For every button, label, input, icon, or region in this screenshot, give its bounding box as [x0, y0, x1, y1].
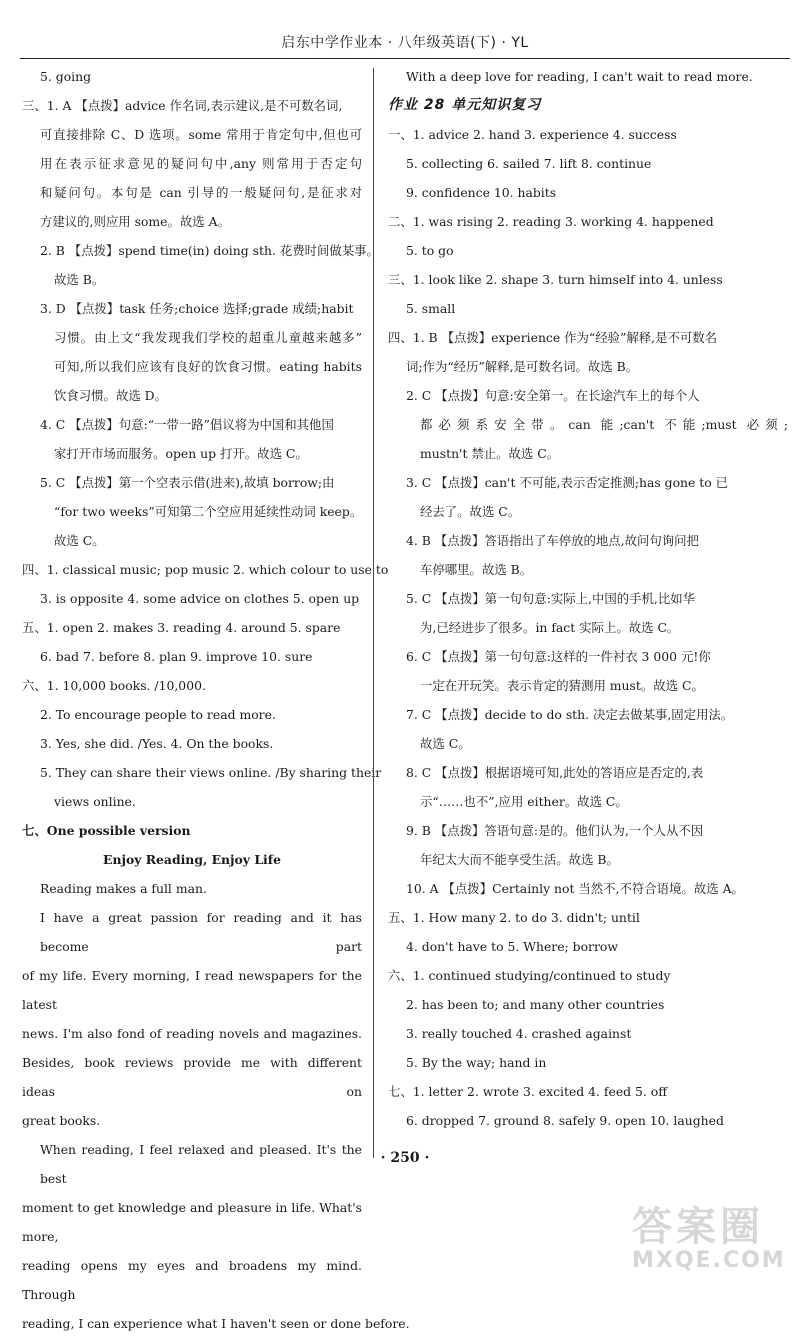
left-answer-line: moment to get knowledge and pleasure in life. What's more,: [22, 1200, 362, 1244]
right-answer-line: 5. By the way; hand in: [406, 1055, 547, 1070]
right-answer-line: 5. small: [406, 301, 456, 316]
right-answer-line: 故选 C。: [420, 736, 471, 751]
right-answer-line: 4. don't have to 5. Where; borrow: [406, 939, 618, 954]
essay-title: Enjoy Reading, Enjoy Life: [103, 852, 281, 867]
right-answer-line: 经去了。故选 C。: [420, 504, 521, 519]
left-answer-line: great books.: [22, 1113, 101, 1128]
right-answer-line: 六、1. continued studying/continued to study: [388, 968, 671, 983]
right-answer-line: 4. B 【点拨】答语指出了车停放的地点,故问句询问把: [406, 533, 699, 548]
right-answer-line: 都必须系安全带。can 能;can't 不能;must 必须;: [420, 417, 788, 432]
left-answer-line: I have a great passion for reading and it has become part: [40, 910, 362, 954]
left-answer-line: 故选 B。: [54, 272, 105, 287]
right-answer-line: 四、1. B 【点拨】experience 作为“经验”解释,是不可数名: [388, 330, 718, 345]
left-answer-line: 5. C 【点拨】第一个空表示借(进来),故填 borrow;由: [40, 475, 335, 490]
watermark-logo-text: 答案圈: [632, 1204, 764, 1250]
right-answer-line: 6. C 【点拨】第一句句意:这样的一件衬衣 3 000 元!你: [406, 649, 711, 664]
right-answer-line: 一、1. advice 2. hand 3. experience 4. success: [388, 127, 677, 142]
column-divider: [373, 68, 374, 1158]
right-answer-line: 3. really touched 4. crashed against: [406, 1026, 632, 1041]
right-answer-line: 年纪太大而不能享受生活。故选 B。: [420, 852, 619, 867]
page-number: · 250 ·: [380, 1150, 430, 1166]
left-answer-line: Reading makes a full man.: [40, 881, 207, 896]
right-answer-line: 9. B 【点拨】答语句意:是的。他们认为,一个人从不因: [406, 823, 704, 838]
left-answer-line: Besides, book reviews provide me with different ideas on: [22, 1055, 362, 1099]
left-answer-line: news. I'm also fond of reading novels and magazines.: [22, 1026, 362, 1041]
right-column: [388, 62, 788, 1150]
left-answer-line: 饮食习惯。故选 D。: [54, 388, 167, 403]
left-answer-line: 可知,所以我们应该有良好的饮食习惯。eating habits: [54, 359, 362, 374]
left-answer-line: 五、1. open 2. makes 3. reading 4. around 5. spare: [22, 620, 341, 635]
right-answer-line: mustn't 禁止。故选 C。: [420, 446, 560, 461]
left-answer-line: of my life. Every morning, I read newspapers for the latest: [22, 968, 362, 1012]
right-answer-line: 五、1. How many 2. to do 3. didn't; until: [388, 910, 640, 925]
left-answer-line: 六、1. 10,000 books. /10,000.: [22, 678, 206, 693]
left-answer-line: 故选 C。: [54, 533, 105, 548]
right-answer-line: 七、1. letter 2. wrote 3. excited 4. feed 5. off: [388, 1084, 668, 1099]
left-answer-line: 5. going: [40, 69, 92, 84]
left-answer-line: 3. is opposite 4. some advice on clothes 5. open up: [40, 591, 360, 606]
left-answer-line: 5. They can share their views online. /By sharing their: [40, 765, 382, 780]
left-answer-line: 3. D 【点拨】task 任务;choice 选择;grade 成绩;habit: [40, 301, 354, 316]
right-answer-line: 车停哪里。故选 B。: [420, 562, 533, 577]
right-answer-line: 3. C 【点拨】can't 不可能,表示否定推测;has gone to 已: [406, 475, 729, 490]
right-answer-line: 2. C 【点拨】句意:安全第一。在长途汽车上的每个人: [406, 388, 700, 403]
right-answer-line: With a deep love for reading, I can't wait to read more.: [406, 69, 753, 84]
right-answer-line: 为,已经进步了很多。in fact 实际上。故选 C。: [420, 620, 680, 635]
left-answer-line: “for two weeks”可知第二个空应用延续性动词 keep。: [54, 504, 363, 519]
right-answer-line: 一定在开玩笑。表示肯定的猜测用 must。故选 C。: [420, 678, 704, 693]
left-answer-line: reading, I can experience what I haven't seen or done before.: [22, 1316, 410, 1331]
left-answer-line: When reading, I feel relaxed and pleased. It's the best: [40, 1142, 362, 1186]
left-answer-line: reading opens my eyes and broadens my mind. Through: [22, 1258, 362, 1302]
right-answer-line: 示“……也不”,应用 either。故选 C。: [420, 794, 628, 809]
right-answer-line: 二、1. was rising 2. reading 3. working 4. happened: [388, 214, 714, 229]
left-answer-line: 三、1. A 【点拨】advice 作名词,表示建议,是不可数名词,: [22, 98, 343, 113]
right-answer-line: 7. C 【点拨】decide to do sth. 决定去做某事,固定用法。: [406, 707, 734, 722]
left-answer-line: 2. B 【点拨】spend time(in) doing sth. 花费时间做某事。: [40, 243, 379, 258]
right-answer-line: 2. has been to; and many other countries: [406, 997, 665, 1012]
right-answer-line: 10. A 【点拨】Certainly not 当然不,不符合语境。故选 A。: [406, 881, 744, 896]
left-answer-line: 七、One possible version: [22, 823, 191, 838]
watermark-url: MXQE.COM: [632, 1248, 786, 1273]
page-header: [20, 0, 790, 59]
left-answer-line: 四、1. classical music; pop music 2. which colour to use to: [22, 562, 389, 577]
left-answer-line: 习惯。由上文“我发现我们学校的超重儿童越来越多”: [54, 330, 362, 345]
left-answer-line: 可直接排除 C、D 选项。some 常用于肯定句中,但也可: [40, 127, 362, 142]
left-answer-line: 和疑问句。本句是 can 引导的一般疑问句,是征求对: [40, 185, 362, 200]
left-answer-line: views online.: [54, 794, 136, 809]
right-answer-line: 5. C 【点拨】第一句句意:实际上,中国的手机,比如华: [406, 591, 696, 606]
right-answer-line: 三、1. look like 2. shape 3. turn himself into 4. unless: [388, 272, 723, 287]
right-answer-line: 8. C 【点拨】根据语境可知,此处的答语应是否定的,表: [406, 765, 704, 780]
left-answer-line: 家打开市场而服务。open up 打开。故选 C。: [54, 446, 308, 461]
left-answer-line: 用在表示征求意见的疑问句中,any 则常用于否定句: [40, 156, 362, 171]
left-answer-line: 3. Yes, she did. /Yes. 4. On the books.: [40, 736, 274, 751]
left-answer-line: 6. bad 7. before 8. plan 9. improve 10. sure: [40, 649, 313, 664]
right-answer-line: 9. confidence 10. habits: [406, 185, 557, 200]
right-answer-line: 5. collecting 6. sailed 7. lift 8. continue: [406, 156, 652, 171]
section-heading: 作业 28 单元知识复习: [388, 97, 542, 113]
right-answer-line: 6. dropped 7. ground 8. safely 9. open 10. laughed: [406, 1113, 724, 1128]
right-answer-line: 词;作为“经历”解释,是可数名词。故选 B。: [406, 359, 639, 374]
left-answer-line: 2. To encourage people to read more.: [40, 707, 276, 722]
left-answer-line: 方建议的,则应用 some。故选 A。: [40, 214, 230, 229]
header-title: 启东中学作业本 · 八年级英语(下) · YL: [281, 35, 529, 51]
right-answer-line: 5. to go: [406, 243, 454, 258]
watermark-logo: [632, 1206, 802, 1276]
left-answer-line: 4. C 【点拨】句意:“一带一路”倡议将为中国和其他国: [40, 417, 334, 432]
